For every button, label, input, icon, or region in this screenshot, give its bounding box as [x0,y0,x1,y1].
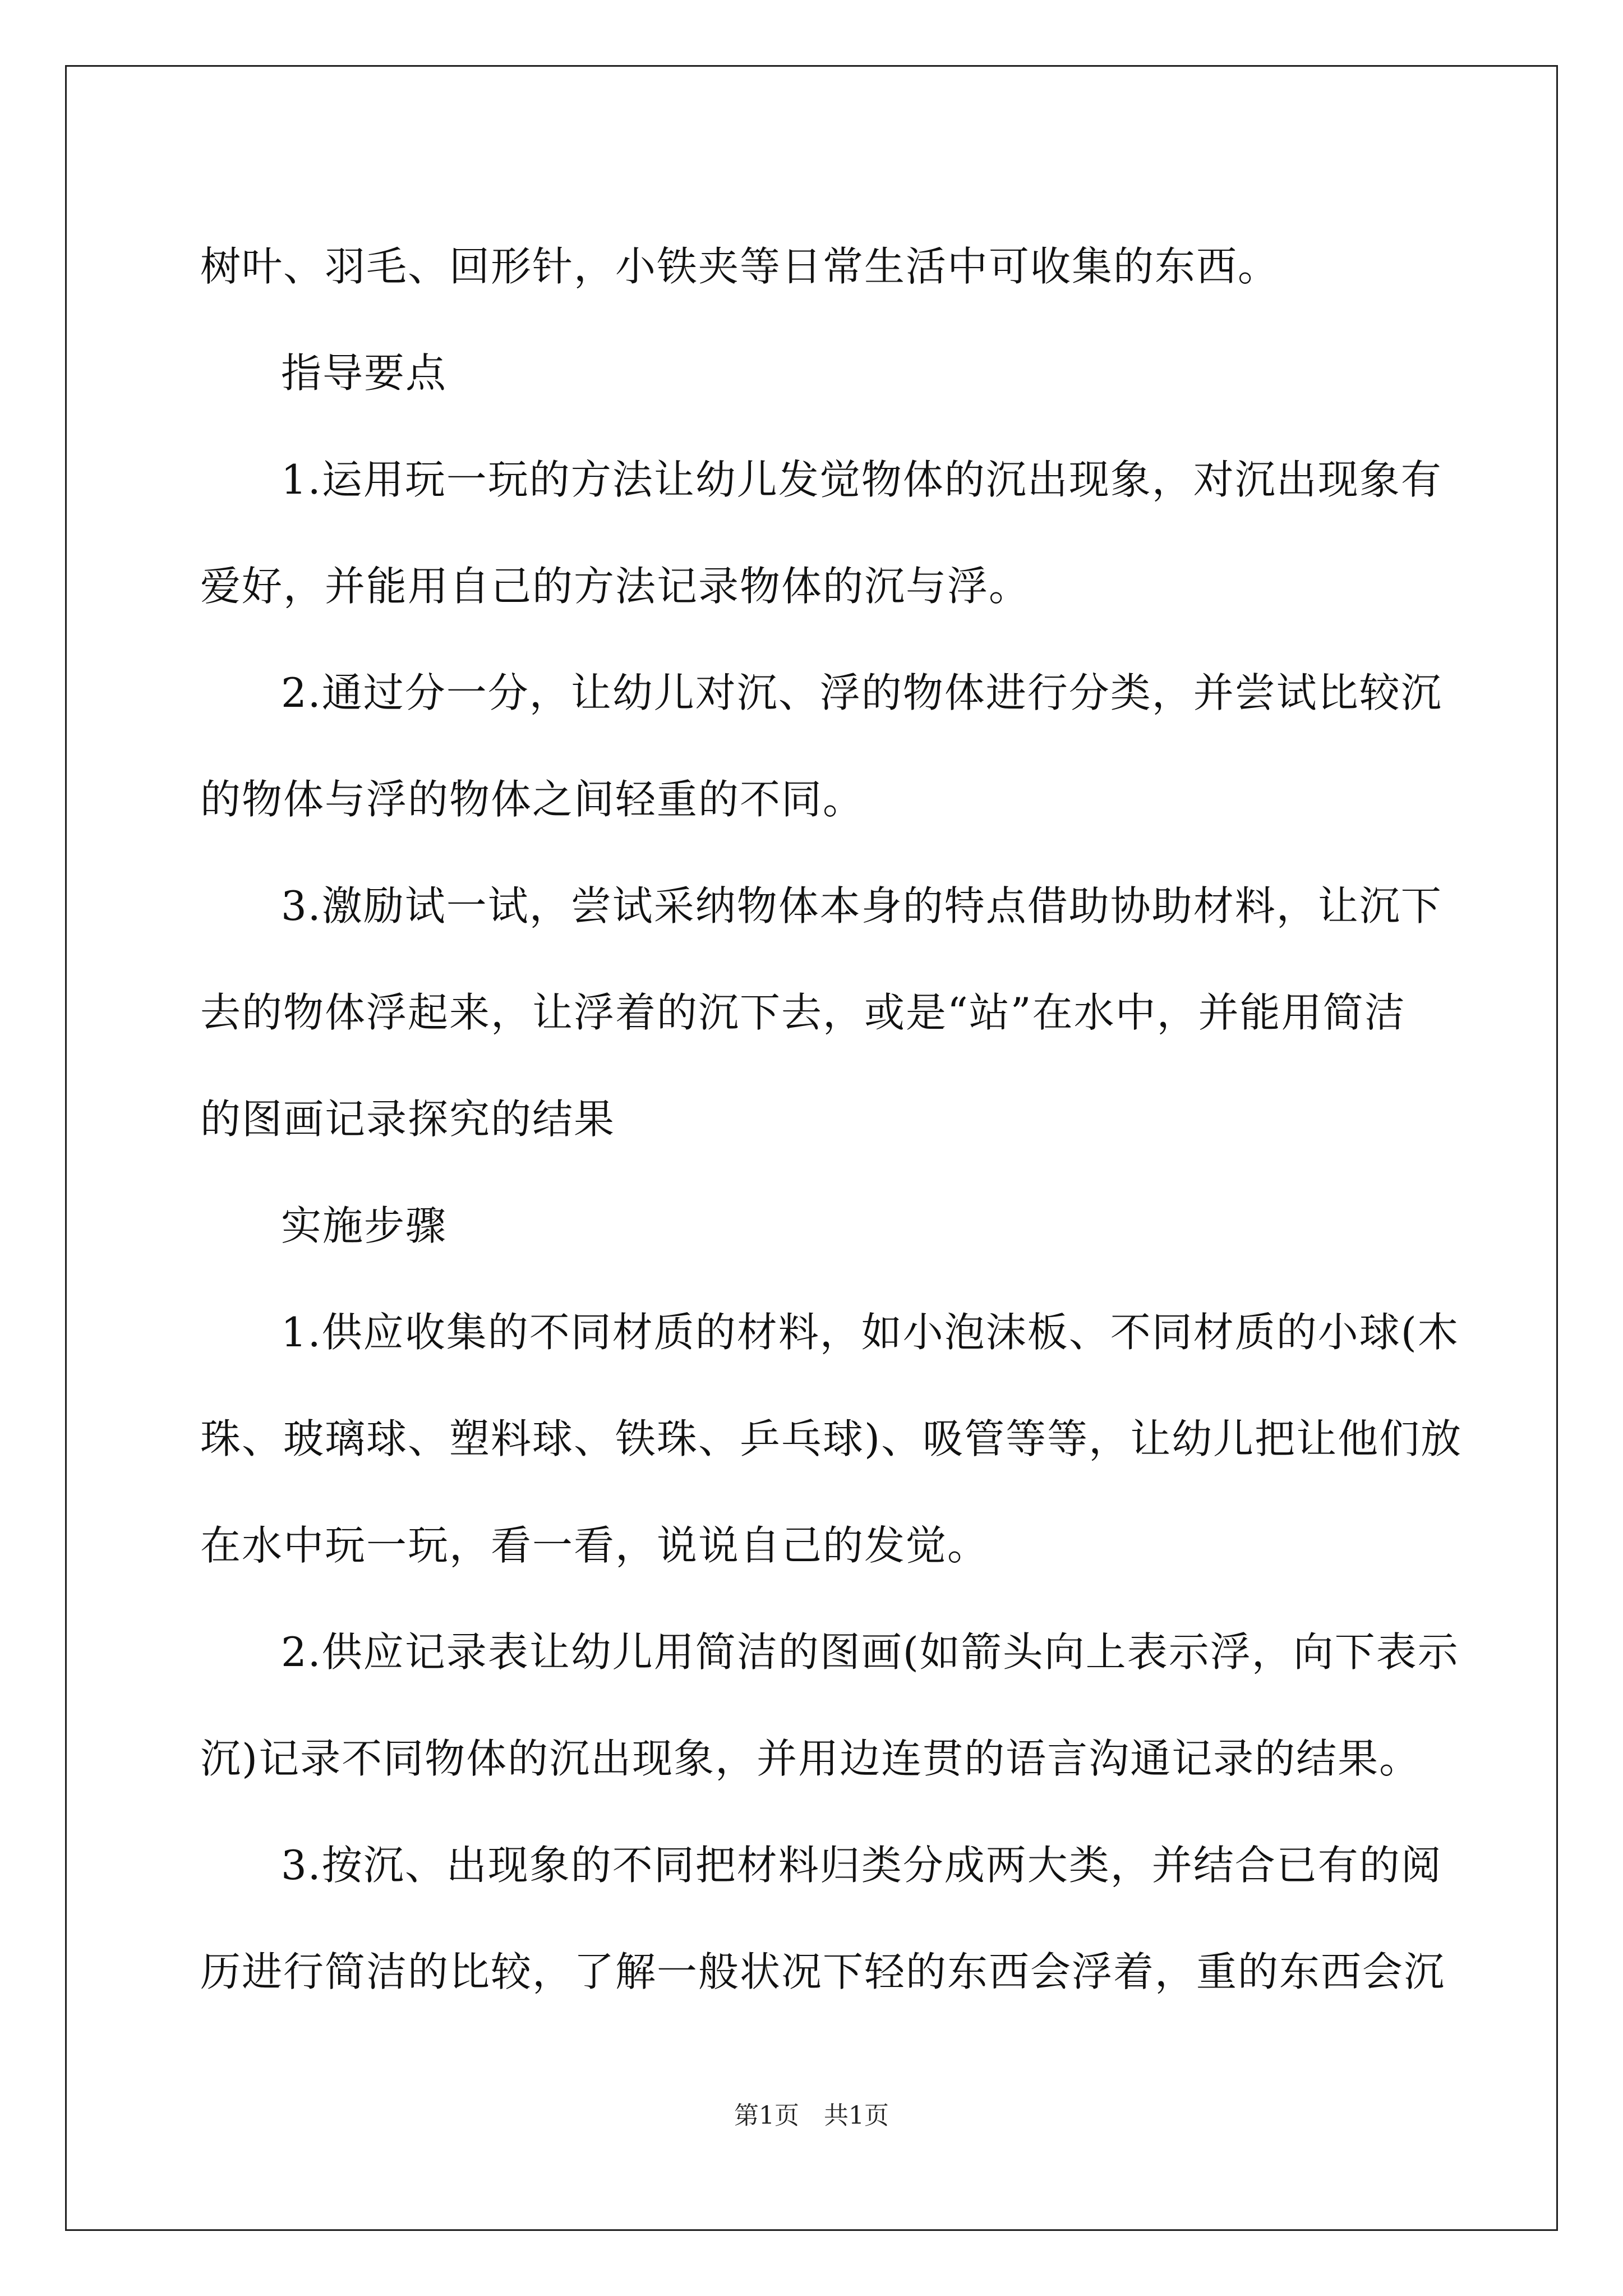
text-line: 3.激励试一试，尝试采纳物体本身的特点借助协助材料，让沉下 [281,882,1442,930]
text-line: 树叶、羽毛、回形针，小铁夹等日常生活中可收集的东西。 [200,243,1280,290]
text-line: 去的物体浮起来，让浮着的沉下去，或是“站”在水中，并能用简洁 [200,989,1406,1036]
text-line: 历进行简洁的比较，了解一般状况下轻的东西会浮着，重的东西会沉 [200,1948,1446,1995]
text-line: 1.运用玩一玩的方法让幼儿发觉物体的沉出现象，对沉出现象有 [281,456,1442,503]
page-number-total: 共1页 [824,2101,889,2130]
text-line: 的图画记录探究的结果 [200,1096,616,1143]
text-line: 珠、玻璃球、塑料球、铁珠、乒乓球)、吸管等等，让幼儿把让他们放 [200,1415,1463,1462]
text-line: 的物体与浮的物体之间轻重的不同。 [200,776,865,823]
text-line: 2.供应记录表让幼儿用简洁的图画(如箭头向上表示浮，向下表示 [281,1628,1459,1676]
text-line: 在水中玩一玩，看一看，说说自己的发觉。 [200,1522,989,1569]
text-line: 2.通过分一分，让幼儿对沉、浮的物体进行分类，并尝试比较沉 [281,669,1442,716]
text-line: 沉)记录不同物体的沉出现象，并用边连贯的语言沟通记录的结果。 [200,1735,1421,1782]
page-footer [0,2095,1623,2131]
section-heading-guidance: 指导要点 [281,349,448,397]
text-line: 3.按沉、出现象的不同把材料归类分成两大类，并结合已有的阅 [281,1842,1442,1889]
text-line: 爱好，并能用自己的方法记录物体的沉与浮。 [200,563,1031,610]
text-line: 1.供应收集的不同材质的材料，如小泡沫板、不同材质的小球(木 [281,1309,1459,1356]
section-heading-steps: 实施步骤 [281,1202,448,1249]
page-number-current: 第1页 [734,2101,799,2130]
document-body [200,213,1463,2025]
